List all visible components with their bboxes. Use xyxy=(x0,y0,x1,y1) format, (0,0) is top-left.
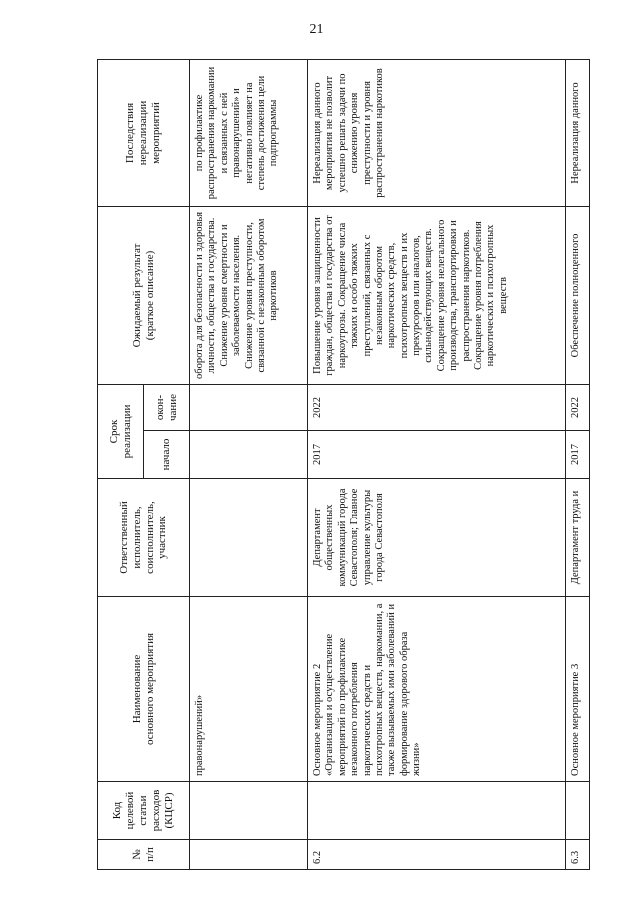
table-row xyxy=(566,59,590,869)
cell-end: 2022 xyxy=(308,384,566,430)
cell-num xyxy=(190,840,308,870)
events-table xyxy=(97,59,590,870)
cell-responsible: Департамент общественных коммуникаций города Севастополя; Главное управление культуры города Севастополя xyxy=(308,479,566,597)
cell-result: Обеспечение полноценного xyxy=(566,206,590,384)
cell-kcsr xyxy=(308,782,566,840)
header-start: начало xyxy=(144,431,190,479)
cell-start xyxy=(190,431,308,479)
header-event: Наименование основного мероприятия xyxy=(98,597,190,782)
cell-end xyxy=(190,384,308,430)
cell-end: 2022 xyxy=(566,384,590,430)
cell-responsible xyxy=(190,479,308,597)
table-row xyxy=(190,59,308,869)
page-number: 21 xyxy=(309,22,324,37)
header-consequences: Последствия нереализации мероприятий xyxy=(98,59,190,206)
cell-event: Основное мероприятие 2 «Организация и осуществление мероприятий по профилактике незаконного потребления наркотических средств и психотропных веществ, наркомании, а также вызываемых ими заболеваний и формирование здорового образа жизни» xyxy=(308,597,566,782)
cell-consequences: Нереализация данного мероприятия не позволит успешно решать задачи по снижению уровня преступности и уровня распространения наркотиков xyxy=(308,59,566,206)
table-row xyxy=(308,59,566,869)
cell-kcsr xyxy=(566,782,590,840)
header-num: № п/п xyxy=(98,840,190,870)
header-result: Ожидаемый результат (краткое описание) xyxy=(98,206,190,384)
header-end: окон- чание xyxy=(144,384,190,430)
rotated-table-wrapper xyxy=(97,60,589,870)
header-period: Срок реализации xyxy=(98,384,144,478)
cell-start: 2017 xyxy=(308,431,566,479)
cell-result: Повышение уровня защищенности граждан, общества и государства от наркоугрозы. Сокращение числа тяжких и особо тяжких преступлений, связанных с незаконным оборотом наркотических средств, психотропных веществ и их прекурсоров или аналогов, сильнодействующих веществ. Сокращение уровня нелегального производства, транспортировки и распространения наркотиков. Сокращение уровня потребления наркотических и психотропных веществ xyxy=(308,206,566,384)
cell-kcsr xyxy=(190,782,308,840)
cell-event: правонарушений» xyxy=(190,597,308,782)
cell-num: 6.2 xyxy=(308,840,566,870)
cell-result: оборота для безопасности и здоровья личности, общества и государства. Снижение уровня смертности и заболеваемости населения. Снижение уровня преступности, связанной с незаконным оборотом наркотиков xyxy=(190,206,308,384)
header-kcsr: Код целевой статьи расходов (КЦСР) xyxy=(98,782,190,840)
cell-num: 6.3 xyxy=(566,840,590,870)
cell-consequences: Нереализация данного xyxy=(566,59,590,206)
cell-responsible: Департамент труда и xyxy=(566,479,590,597)
header-responsible: Ответственный исполнитель, соисполнитель, участник xyxy=(98,479,190,597)
cell-event: Основное мероприятие 3 xyxy=(566,597,590,782)
cell-start: 2017 xyxy=(566,431,590,479)
cell-consequences: по профилактике распространения наркомании и связанных с ней правонарушений» и негативно повлияет на степень достижения цели подпрограммы xyxy=(190,59,308,206)
